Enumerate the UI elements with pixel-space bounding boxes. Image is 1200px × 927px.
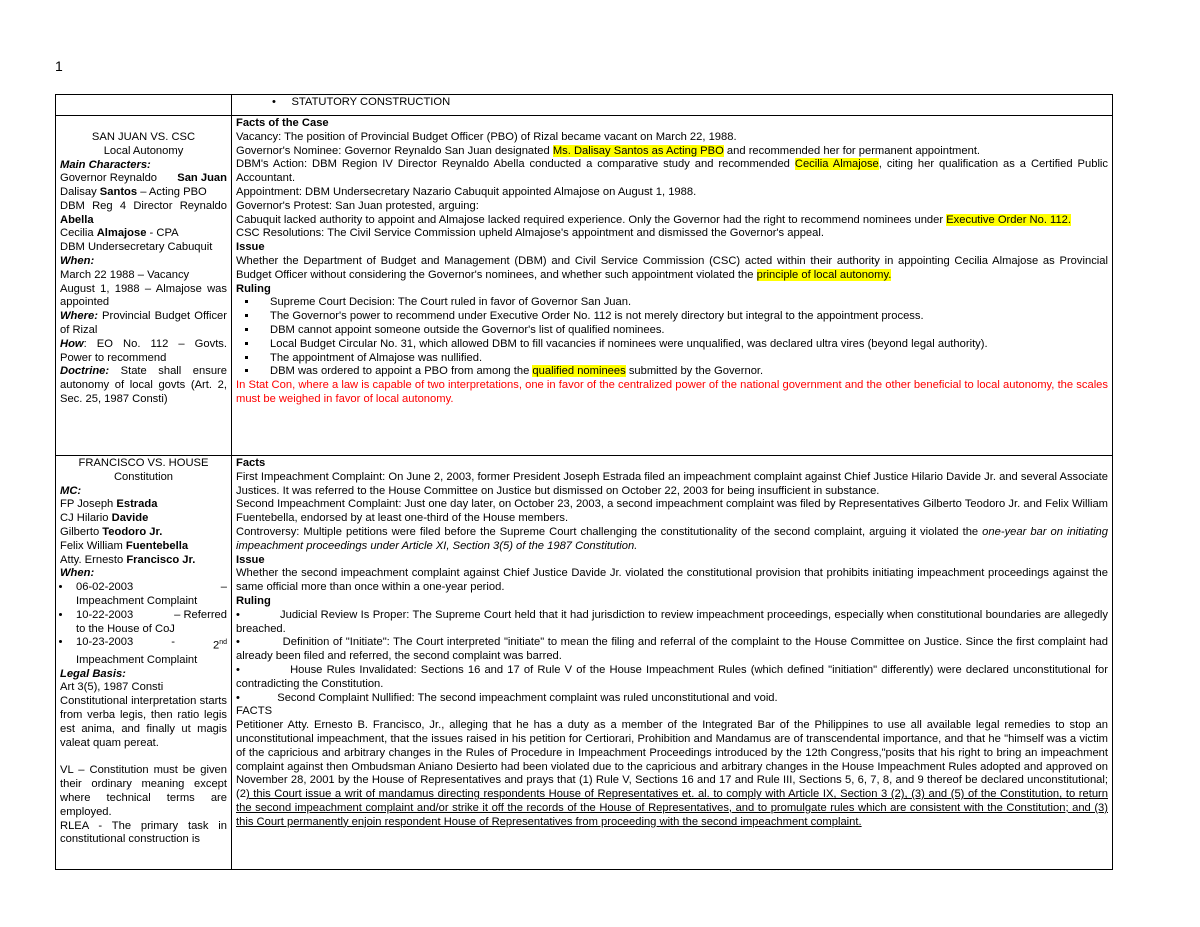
case1-subtitle: Local Autonomy	[103, 144, 184, 157]
fact-paragraph: Appointment: DBM Undersecretary Nazario Cabuquit appointed Almajose on August 1, 1988.	[236, 185, 697, 198]
header-title: STATUTORY CONSTRUCTION	[291, 96, 451, 108]
case2-title: FRANCISCO VS. HOUSE	[78, 457, 209, 469]
when-text: Impeachment Complaint	[76, 594, 198, 607]
fact-paragraph: Second Impeachment Complaint: Just one day later, on October 23, 2003, a second impeachment complaint was filed by Representatives Gilberto Teodoro Jr. and Felix William Fuentebella, endorsed by at least one-third of the House members.	[236, 498, 1108, 525]
ruling-item: ▪ The appointment of Almajose was nullified.	[258, 352, 1108, 366]
header-title-cell	[232, 95, 1113, 116]
highlighted-text: Ms. Dalisay Santos as Acting PBO	[552, 144, 724, 157]
ruling-item: ▪ DBM cannot appoint someone outside the Governor's list of qualified nominees.	[258, 324, 1108, 338]
case1-when-item: August 1, 1988 – Almajose was appointed	[60, 282, 227, 309]
how-text: : EO No. 112 – Govts. Power to recommend	[60, 337, 227, 364]
ruling-text: Second Complaint Nullified: The second impeachment complaint was ruled unconstitutional and void.	[277, 691, 778, 704]
party-name: CJ Hilario	[60, 512, 112, 525]
when-item	[72, 636, 227, 667]
fact-paragraph	[236, 145, 1108, 159]
fact-paragraph	[236, 158, 1108, 186]
fact-text: Governor's Nominee: Governor Reynaldo San Juan designated	[236, 144, 553, 157]
ruling-text: submitted by the Governor.	[625, 365, 764, 378]
case2-legal-label: Legal Basis:	[60, 667, 126, 680]
when-date: • 10-23-2003	[76, 636, 134, 649]
petition-text: Petitioner Atty. Ernesto B. Francisco, Jr., alleging that he has a duty as a member of the Integrated Bar of the Philippines to use all available legal remedies to stop an unconstitutional impeachment, that the issues raised in his petition for Certiorari, Prohibition and Mandamus are of transcendental importance, and that he "himself was a victim of the capricious and arbitrary changes in the Rules of Procedure in Impeachment Proceedings introduced by the 12th Congress,"posits that his right to bring an impeachment complaint against then Ombudsman Aniano Desierto had been violated due to the capricious and arbitrary changes in the House Impeachment Rules adopted and approved on November 28, 2001 by the House of Representatives and prays that (1) Rule V, Sections 16 and 17 and Rule III, Sections 5, 6, 7, 8, and 9 thereof be declared unconstitutional; (2	[236, 719, 1108, 801]
ruling-item	[236, 609, 1108, 637]
fact-paragraph: First Impeachment Complaint: On June 2, 2003, former President Joseph Estrada filed an impeachment complaint against Chief Justice Hilario Davide Jr. and several Associate Justices. It was referred to the House Committee on Justice but dismissed on October 22, 2003 for being insufficient in substance.	[236, 470, 1108, 497]
party-name: Atty. Ernesto	[60, 553, 127, 566]
party-surname: Teodoro Jr.	[102, 525, 163, 538]
ruling-text: Judicial Review Is Proper: The Supreme Court held that it had jurisdiction to review impeachment proceedings, especially when constitutional boundaries are allegedly breached.	[236, 608, 1108, 635]
party-name: Felix William	[60, 539, 126, 552]
underlined-text: ) this Court issue a writ of mandamus directing respondents House of Representatives et. al. to comply with Article IX, Section 3 (2), (3) and (5) of the Constitution, to return the second impeachment complaint and/or strike it off the records of the House of Representatives, and to promulgate rules which are consistent with the Constitution; and (3) this Court permanently enjoin respondent House of Representatives from proceeding with the second impeachment complaint.	[236, 788, 1108, 828]
fact-text: Controversy: Multiple petitions were filed before the Supreme Court challenging the constitutionality of the second complaint, arguing it violated the	[236, 525, 983, 538]
page-number: 1	[55, 58, 63, 74]
case1-doctrine	[60, 365, 227, 406]
ruling-heading: Ruling	[236, 594, 271, 607]
issue-heading: Issue	[236, 553, 265, 566]
party-role: – Acting PBO	[137, 185, 207, 198]
bullet-icon: •	[236, 691, 240, 704]
fact-text: DBM's Action: DBM Region IV Director Reynaldo Abella conducted a comparative study and recommended	[236, 158, 795, 171]
vl-text: VL – Constitution must be given their ordinary meaning except where technical terms are employed.	[60, 764, 227, 818]
case1-party: DBM Undersecretary Cabuquit	[60, 241, 213, 254]
rlea-text: RLEA - The primary task in constitutional construction is	[60, 819, 227, 846]
case1-party	[60, 227, 227, 241]
highlighted-text: Cecilia Almajose	[794, 158, 879, 171]
case2-party	[60, 540, 227, 554]
fact-paragraph	[236, 526, 1108, 554]
case2-summary-cell	[56, 456, 232, 870]
case2-party	[60, 526, 227, 540]
case2-when-label: When:	[60, 567, 95, 580]
when-date: • 10-22-2003	[76, 608, 134, 621]
case1-how	[60, 338, 227, 366]
case1-when-label: When:	[60, 254, 95, 267]
issue-paragraph	[236, 255, 1108, 283]
highlighted-text: Executive Order No. 112.	[946, 213, 1071, 226]
when-ordinal-suffix: nd	[219, 639, 227, 647]
fact-text: Cabuquit lacked authority to appoint and Almajose lacked required experience. Only the Governor had the right to recommend nominees under	[236, 213, 947, 226]
fact-paragraph	[236, 214, 1108, 228]
fact-paragraph: Governor's Protest: San Juan protested, arguing:	[236, 199, 479, 212]
when-date: • 06-02-2003	[76, 581, 134, 594]
petition-paragraph	[236, 719, 1108, 829]
ruling-item: ▪ Local Budget Circular No. 31, which allowed DBM to fill vacancies if nominees were unqualified, was declared ultra vires (beyond legal authority).	[258, 338, 1108, 352]
fact-paragraph: CSC Resolutions: The Civil Service Commission upheld Almajose's appointment and dismissed the Governor's appeal.	[236, 227, 824, 240]
case1-mc-label: Main Characters:	[60, 158, 151, 171]
case1-detail-cell	[232, 116, 1113, 456]
case1-party	[60, 186, 227, 200]
ruling-text: DBM was ordered to appoint a PBO from among the	[270, 365, 533, 378]
case1-when-item: March 22 1988 – Vacancy	[60, 268, 190, 281]
ruling-heading: Ruling	[236, 282, 271, 295]
bullet-icon: •	[272, 96, 276, 108]
header-empty-cell	[56, 95, 232, 116]
case1-party	[60, 200, 227, 228]
ruling-text: House Rules Invalidated: Sections 16 and 17 of Rule V of the House Impeachment Rules (which defined "initiation" differently) were declared unconstitutional for contradicting the Constitution.	[236, 663, 1109, 690]
party-surname: Estrada	[116, 498, 158, 511]
italic-text: one-year bar on initiating impeachment proceedings under Article XI, Section 3(5) of the 1987 Constitution.	[236, 525, 1109, 552]
party-name: Governor Reynaldo	[60, 172, 158, 185]
facts-heading: Facts of the Case	[236, 117, 329, 129]
facts-heading: Facts	[236, 457, 266, 469]
case2-mc-label: MC:	[60, 484, 82, 497]
party-name: Dalisay	[60, 185, 100, 198]
case2-party	[60, 512, 227, 526]
fact-text: , citing her qualification as a Certified Public Accountant.	[236, 158, 1109, 185]
ruling-item	[236, 636, 1108, 664]
facts2-heading: FACTS	[236, 705, 273, 718]
ruling-item: ▪ The Governor's power to recommend under Executive Order No. 112 is not merely directory but integral to the appointment process.	[258, 310, 1108, 324]
ruling-text: Definition of "Initiate": The Court interpreted "initiate" to mean the filing and referral of the complaint to the House Committee on Justice. Since the first complaint had already been filed and referred, the second complaint was barred.	[236, 636, 1108, 663]
case2-when-list	[60, 581, 227, 668]
when-item	[72, 609, 227, 637]
case2-party	[60, 554, 227, 568]
case1-title: SAN JUAN VS. CSC	[91, 131, 196, 143]
case-row-francisco	[56, 456, 1113, 870]
how-label: How	[60, 337, 84, 350]
where-text: Provincial Budget Officer of Rizal	[60, 310, 227, 336]
case2-detail-cell	[232, 456, 1113, 870]
stat-con-note: In Stat Con, where a law is capable of two interpretations, one in favor of the centralized power of the national government and the other beneficial to local autonomy, the scales must be weighed in favor of local autonomy.	[236, 379, 1108, 405]
party-name: Gilberto	[60, 525, 103, 538]
ruling-item	[258, 365, 1108, 379]
case-digest-table	[55, 94, 1113, 870]
ruling-item	[236, 692, 1108, 706]
issue-heading: Issue	[236, 241, 265, 254]
when-text: to the House of CoJ	[76, 622, 175, 635]
when-item	[72, 581, 227, 609]
when-dash: –	[220, 581, 227, 594]
bullet-icon: •	[236, 608, 240, 621]
ruling-list	[236, 296, 1108, 379]
party-surname: Francisco Jr.	[126, 553, 196, 566]
ruling-item: ▪ Supreme Court Decision: The Court ruled in favor of Governor San Juan.	[258, 296, 1108, 310]
case1-where	[60, 310, 227, 338]
doctrine-text: State shall ensure autonomy of local govts (Art. 2, Sec. 25, 1987 Consti)	[60, 365, 227, 405]
highlighted-text: principle of local autonomy.	[756, 268, 892, 281]
party-role: - CPA	[146, 227, 179, 240]
when-text: Impeachment Complaint	[76, 653, 198, 666]
party-surname: Davide	[111, 512, 149, 525]
legal-basis-text: Art 3(5), 1987 Consti	[60, 681, 164, 694]
fact-paragraph: Vacancy: The position of Provincial Budget Officer (PBO) of Rizal became vacant on March 22, 1988.	[236, 130, 737, 143]
bullet-icon: •	[236, 663, 240, 676]
party-name: FP Joseph	[60, 498, 117, 511]
issue-paragraph: Whether the second impeachment complaint against Chief Justice Davide Jr. violated the constitutional provision that prohibits initiating impeachment proceedings against the same official more than once within a one-year period.	[236, 567, 1108, 594]
when-dash: – Referred	[174, 608, 227, 621]
party-name: DBM Reg 4 Director Reynaldo	[60, 199, 227, 212]
when-ordinal: 2	[212, 640, 220, 653]
party-surname: Abella	[60, 213, 94, 226]
issue-text: Whether the Department of Budget and Management (DBM) and Civil Service Commission (CSC) acted within their authority in appointing Cecilia Almajose as Provincial Budget Officer without considering the Governor's nominees, and whether such appointment violated the	[236, 254, 1108, 281]
doctrine-label: Doctrine:	[60, 365, 110, 378]
party-surname: San Juan	[177, 172, 227, 185]
highlighted-text: qualified nominees	[532, 365, 626, 378]
case2-party	[60, 498, 227, 512]
when-dash: -	[171, 636, 175, 649]
case2-subtitle: Constitution	[113, 470, 174, 483]
case-row-san-juan	[56, 116, 1113, 456]
bullet-icon: •	[236, 636, 240, 649]
fact-text: and recommended her for permanent appointment.	[723, 144, 981, 157]
case1-summary-cell	[56, 116, 232, 456]
where-label: Where:	[60, 310, 98, 323]
ruling-item	[236, 664, 1108, 692]
header-row	[56, 95, 1113, 116]
party-surname: Almajose	[96, 227, 147, 240]
party-surname: Fuentebella	[125, 539, 189, 552]
party-name: Cecilia	[60, 227, 97, 240]
legal-basis-text: Constitutional interpretation starts from verba legis, then ratio legis est anima, and finally ut magis valeat quam pereat.	[60, 695, 227, 749]
party-surname: Santos	[99, 185, 138, 198]
